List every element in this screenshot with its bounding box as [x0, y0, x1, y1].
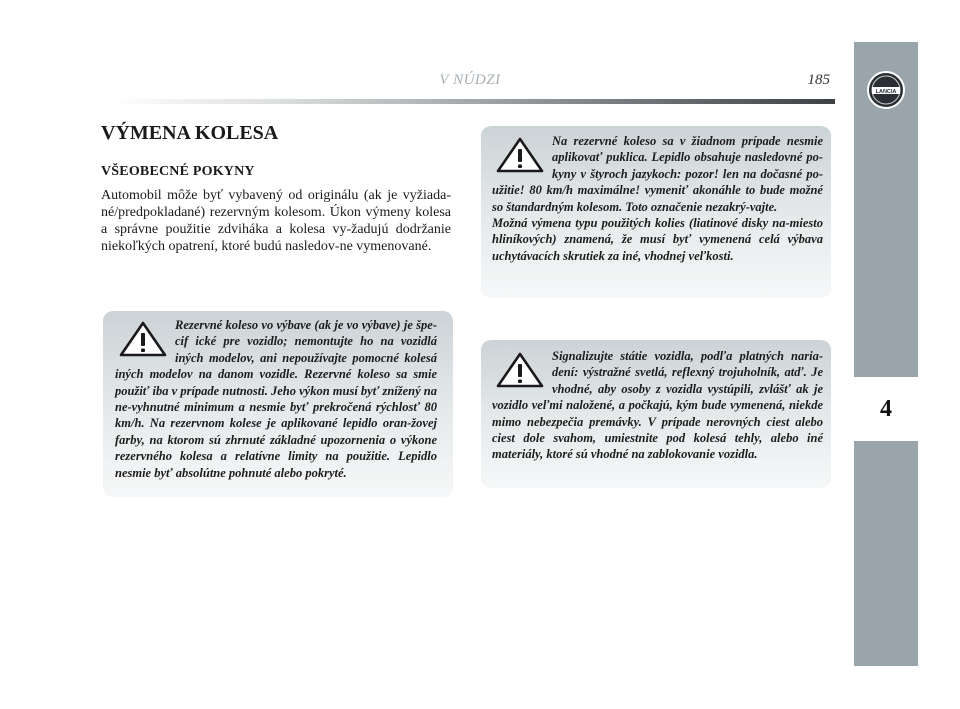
- chapter-sidebar: [854, 42, 918, 666]
- page-number: 185: [807, 72, 830, 88]
- chapter-tab[interactable]: [854, 377, 918, 441]
- warning-text-hubcap: Na rezervné koleso sa v žiadnom prípade nesmie aplikovať puklica. Lepidlo obsahuje nasledovné po-kyny v štyroch jazykoch: pozor! len na dočasné po-užitie! 80 km/h maximálne! vymeniť akonáhle to bude možné so štandardným kolesom. Toto označenie nezakrý-vajte.: [492, 134, 823, 214]
- section-heading: VÝMENA KOLESA: [101, 122, 279, 144]
- warning-triangle-icon: [496, 352, 544, 388]
- warning-box-hubcap: [481, 126, 831, 298]
- warning-triangle-icon: [496, 137, 544, 173]
- header-divider: [110, 99, 835, 104]
- warning-box-spare-wheel: [103, 311, 453, 497]
- section-body-text: Automobil môže byť vybavený od originálu (ak je vyžiada-né/predpokladané) rezervným kolesom. Úkon výmeny kolesa a správne použitie zdviháka a kolesa vy-žadujú dodržanie niekoľkých opatrení, ktoré budú nasledov-ne vymenované.: [101, 188, 451, 254]
- warning-text-spare-wheel: Rezervné koleso vo výbave (ak je vo výbave) je špe-cif ické pre vozidlo; nemontujte ho na vozidlá iných modelov, ani nepoužívajte pomocné kolesá iných modelov na danom vozidle. Rezervné koleso sa smie použiť iba v prípade nutnosti. Jeho výkon musí byť znížený na ne-vyhnutné minimum a nesmie byť prekročená rýchlosť 80 km/h. Na rezervnom kolese je aplikované lepidlo oran-žovej farby, na ktorom sú zhrnuté základné upozornenia o výkone rezervného kolesa a relatívne limity na použitie. Lepidlo nesmie byť absolútne pohnuté alebo pokryté.: [115, 318, 438, 480]
- section-subheading: VŠEOBECNÉ POKYNY: [101, 164, 255, 179]
- warning-triangle-icon: [119, 321, 167, 357]
- warning-box-signaling: [481, 340, 831, 488]
- logo-text: LANCIA: [875, 89, 897, 95]
- warning-text-signaling: Signalizujte státie vozidla, podľa platných naria-dení: výstražné svetlá, reflexný trojuholník, atď. Je vhodné, aby osoby z vozidla vystúpili, zvlášť ak je vozidlo veľmi naložené, a počkajú, kým bude vymenená, niekde mimo nebezpečia premávky. V prípade nerovných ciest alebo ciest dole svahom, umiestnite pod kolesá tehly, alebo iné materiály, ktoré sú vhodné na zablokovanie vozidla.: [492, 349, 823, 462]
- running-header-title: V NÚDZI: [439, 72, 501, 88]
- warning-text-wheel-bolts: Možná výmena typu použitých kolies (liatinové disky na-miesto hliníkových) znamená, že musí byť vymenená celá výbava uchytávacích skrutiek za iné, vhodnej veľkosti.: [492, 216, 823, 263]
- chapter-number: 4: [880, 395, 892, 422]
- lancia-logo-icon: [866, 70, 906, 110]
